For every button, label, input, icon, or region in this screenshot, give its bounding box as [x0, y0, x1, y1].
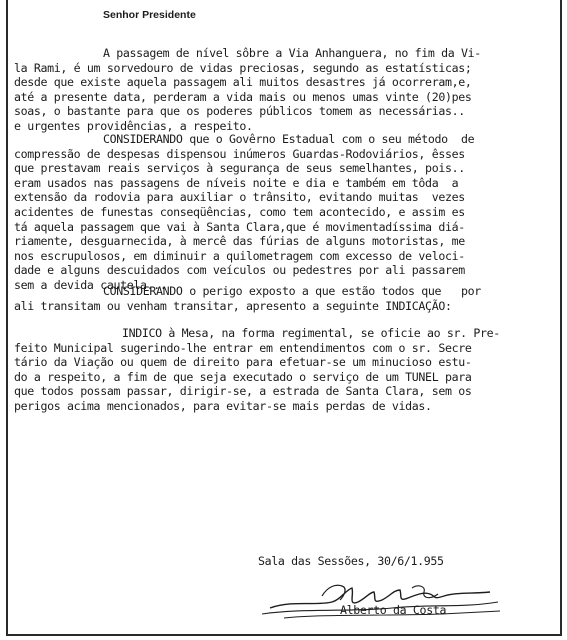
text-line: acidentes de funestas conseqüências, como tem acontecido, e assim es — [14, 205, 465, 219]
text-line: la Rami, é um sorvedouro de vidas preciosas, segundo as estatísticas; — [14, 60, 472, 75]
text-line: perigos acima mencionados, para evitar-se mais perdas de vidas. — [14, 399, 432, 413]
text-line: desde que existe aquela passagem ali muitos desastres já ocorreram,e, — [14, 75, 472, 90]
text-line: riamente, desguarnecida, à mercê das fúrias de alguns motoristas, me — [14, 234, 465, 249]
text-line: CONSIDERANDO que o Govêrno Estadual com o seu método de — [103, 132, 475, 146]
text-line: tário da Viação ou quem de direito para efetuar-se um minucioso estu- — [14, 355, 472, 370]
text-line: e urgentes providências, a respeito. — [14, 119, 253, 133]
signer-name: Alberto da Costa — [340, 603, 447, 617]
text-line: que prestavam reais serviços à segurança de seus semelhantes, pois.. — [14, 161, 465, 176]
text-line: INDICO à Mesa, na forma regimental, se oficie ao sr. Pre- — [122, 326, 500, 340]
text-line: do a respeito, a fim de que seja executado o serviço de um TUNEL para — [14, 369, 472, 384]
text-line: tá aquela passagem que vai à Santa Clara,que é movimentadíssima diá- — [14, 219, 465, 234]
text-line: nos escrupulosos, em diminuir a quilometragem com excesso de veloci- — [14, 248, 465, 263]
salutation: Senhor Presidente — [103, 9, 196, 21]
text-line: compressão de despesas dispensou inúmeros Guardas-Rodoviários, êsses — [14, 146, 465, 161]
text-line: dade e alguns descuidados com veículos ou pedestres por ali passarem — [14, 263, 465, 278]
text-line: ali transitam ou venham transitar, apresento a seguinte INDICAÇÃO: — [14, 298, 452, 313]
text-line: soas, o bastante para que os poderes públicos tomem as necessárias.. — [14, 104, 465, 119]
text-line: CONSIDERANDO o perigo exposto a que estão todos que por — [103, 284, 481, 298]
text-line: eram usados nas passagens de níveis noite e dia e também em tôda a — [14, 175, 459, 190]
text-line: até a presente data, perderam a vida mais ou menos umas vinte (20)pes — [14, 89, 472, 104]
closing-place-date: Sala das Sessões, 30/6/1.955 — [258, 554, 444, 568]
text-line: A passagem de nível sôbre a Via Anhanguera, no fim da Vi- — [103, 46, 481, 60]
text-line: feito Municipal sugerindo-lhe entrar em entendimentos com o sr. Secre — [14, 340, 472, 355]
text-line: sem a devida cautela... — [14, 278, 167, 292]
text-line: que todos possam passar, dirigir-se, a estrada de Santa Clara, sem os — [14, 384, 472, 399]
text-line: extensão da rodovia para auxiliar o trânsito, evitando muitas vezes — [14, 190, 465, 205]
